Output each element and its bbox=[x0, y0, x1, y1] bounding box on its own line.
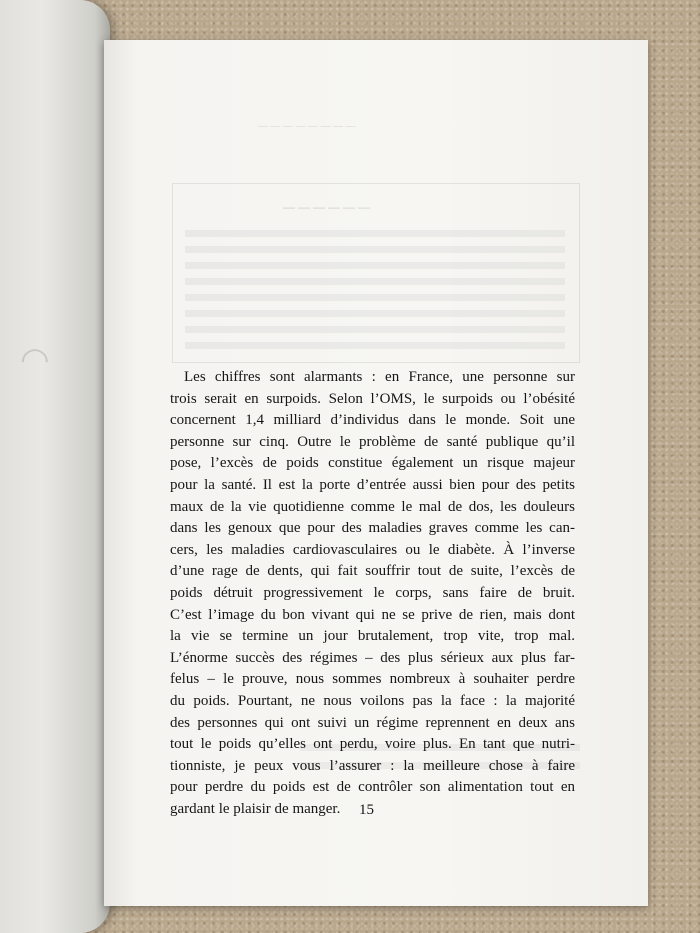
text-line: pose, l’excès de poids constitue également un risque majeur bbox=[170, 455, 575, 472]
bleed-through-header: — — — — — — — — bbox=[258, 120, 356, 132]
bleed-line bbox=[185, 230, 565, 237]
page-number: 15 bbox=[359, 802, 374, 818]
text-line: poids détruit progressivement le corps, sans faire de bruit. bbox=[170, 584, 575, 601]
text-line: Les chiffres sont alarmants : en France, une personne sur bbox=[184, 369, 575, 385]
text-line: la vie se termine un jour brutalement, trop vite, trop mal. bbox=[170, 628, 575, 645]
bleed-through-box-title: — — — — — — bbox=[283, 200, 370, 214]
bleed-line bbox=[185, 262, 565, 269]
text-line: tout le poids qu’elles ont perdu, voire plus. En tant que nutri- bbox=[170, 736, 575, 753]
text-line: du poids. Pourtant, ne nous voilons pas la face : la majorité bbox=[170, 692, 575, 709]
text-line: personne sur cinq. Outre le problème de santé publique qu’il bbox=[170, 433, 575, 450]
text-line: pour perdre du poids est de contrôler son alimentation tout en bbox=[170, 779, 575, 796]
text-line: dans les genoux que pour des maladies graves comme les can- bbox=[170, 520, 575, 537]
text-line: des personnes qui ont suivi un régime reprennent en deux ans bbox=[170, 714, 575, 731]
text-line: L’énorme succès des régimes – des plus sérieux aux plus far- bbox=[170, 649, 575, 666]
bleed-line bbox=[185, 310, 565, 317]
facing-page bbox=[0, 0, 110, 933]
bleed-through-box bbox=[172, 183, 580, 363]
text-line: C’est l’image du bon vivant qui ne se prive de rien, mais dont bbox=[170, 606, 575, 623]
text-line: tionniste, je peux vous l’assurer : la meilleure chose à faire bbox=[170, 757, 575, 774]
body-paragraph bbox=[170, 367, 575, 820]
text-line: d’une rage de dents, qui fait souffrir tout de suite, l’excès de bbox=[170, 563, 575, 580]
text-line: felus – le prouve, nous sommes nombreux à souhaiter perdre bbox=[170, 671, 575, 688]
bleed-line bbox=[185, 294, 565, 301]
text-line: cers, les maladies cardiovasculaires ou le diabète. À l’inverse bbox=[170, 541, 575, 558]
text-line: trois serait en surpoids. Selon l’OMS, le surpoids ou l’obésité bbox=[170, 390, 575, 407]
text-line: pour la santé. Il est la porte d’entrée aussi bien pour des petits bbox=[170, 476, 575, 493]
text-line: gardant le plaisir de manger. bbox=[170, 800, 341, 817]
bleed-line bbox=[185, 342, 565, 349]
bleed-line bbox=[185, 278, 565, 285]
text-line: concernent 1,4 milliard d’individus dans le monde. Soit une bbox=[170, 412, 575, 429]
bleed-line bbox=[185, 326, 565, 333]
facing-page-bleed-through: ◠ bbox=[20, 342, 50, 379]
bleed-line bbox=[185, 246, 565, 253]
text-line: maux de la vie quotidienne comme le mal de dos, les douleurs bbox=[170, 498, 575, 515]
